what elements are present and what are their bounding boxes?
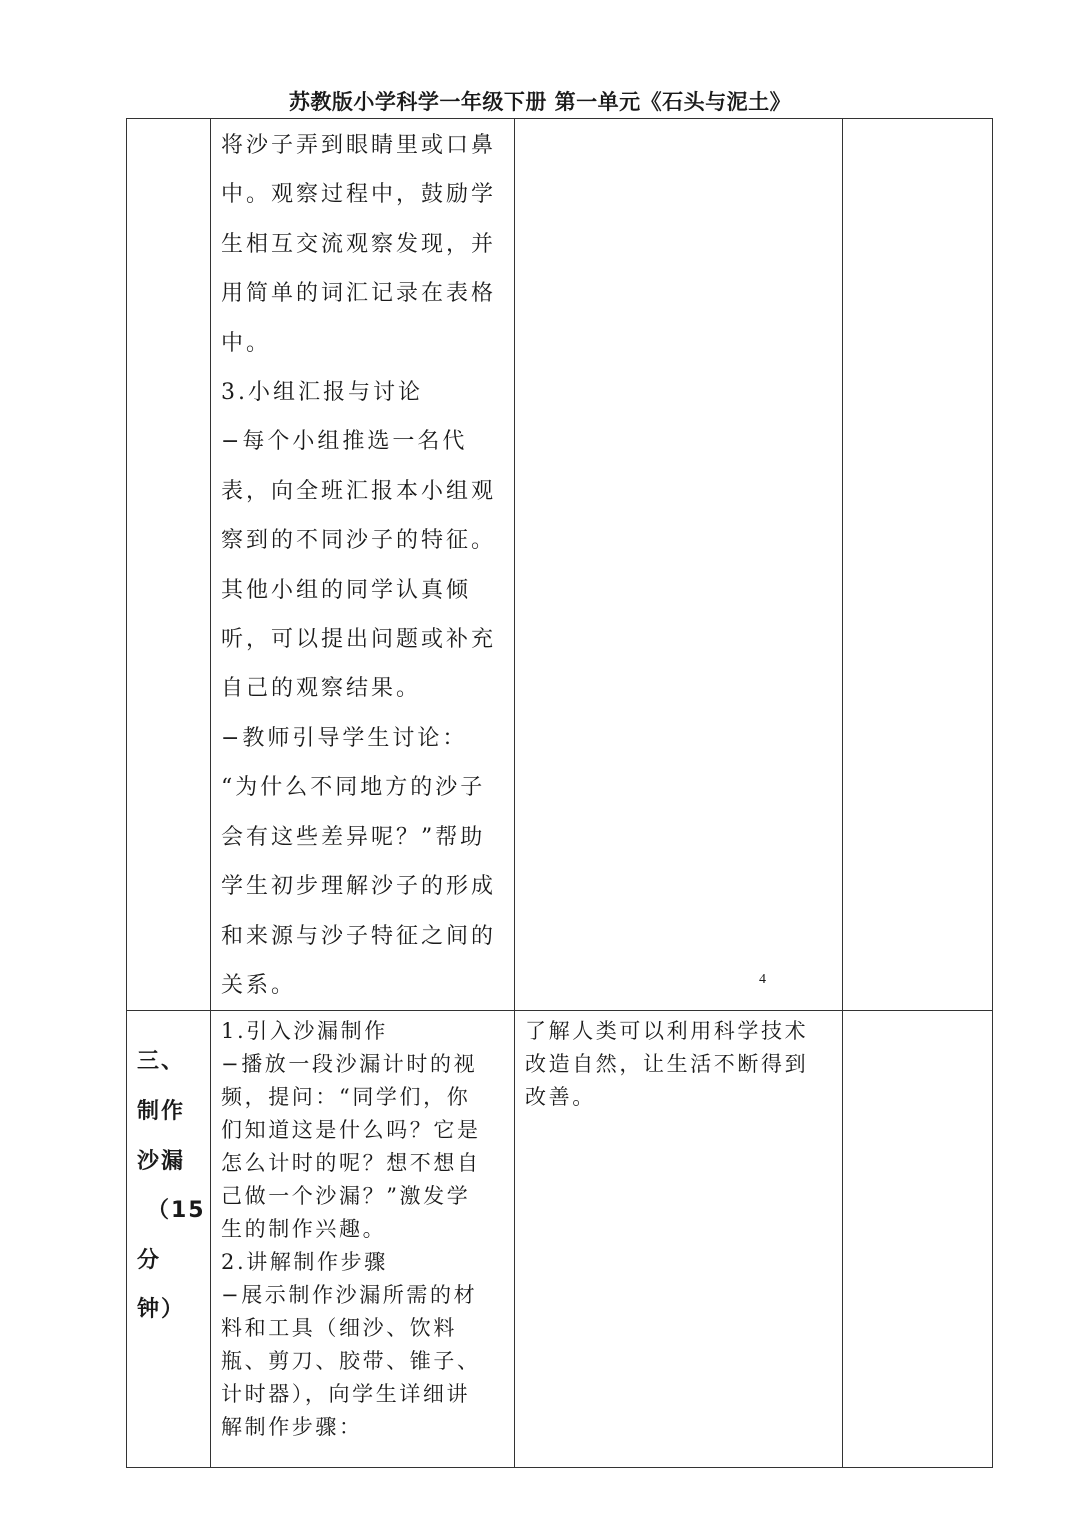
goal-line: 改善。 xyxy=(525,1085,596,1110)
activity-line: 频，提问：“同学们，你 xyxy=(221,1085,471,1110)
lesson-plan-table xyxy=(126,118,993,1468)
activity-line: 中。 xyxy=(221,330,272,356)
activity-line: 解制作步骤： xyxy=(221,1415,363,1440)
activity-line: 生的制作兴趣。 xyxy=(221,1217,387,1242)
notes-cell xyxy=(843,119,993,1011)
activity-line: −每个小组推选一名代 xyxy=(221,429,468,455)
activity-line: 会有这些差异呢？”帮助 xyxy=(221,824,486,850)
activity-line: 学生初步理解沙子的形成 xyxy=(221,874,497,900)
activity-line: −教师引导学生讨论： xyxy=(221,725,468,751)
activity-line: “为什么不同地方的沙子 xyxy=(221,775,486,801)
activity-line: 听，可以提出问题或补充 xyxy=(221,627,497,653)
activity-line: −播放一段沙漏计时的视 xyxy=(221,1052,478,1077)
activity-line: 察到的不同沙子的特征。 xyxy=(221,528,497,554)
activity-line: 2.讲解制作步骤 xyxy=(221,1250,388,1275)
page-number: 4 xyxy=(759,972,766,987)
activity-line: 自己的观察结果。 xyxy=(221,676,422,702)
goal-line: 改造自然，让生活不断得到 xyxy=(525,1052,809,1077)
stage-cell xyxy=(127,119,211,1011)
activity-cell xyxy=(211,119,515,1011)
activity-line: 关系。 xyxy=(221,972,297,998)
activity-line: 己做一个沙漏？”激发学 xyxy=(221,1184,471,1209)
stage-line: 三、 xyxy=(137,1049,186,1075)
activity-cell xyxy=(211,1011,515,1468)
activity-line: 瓶、剪刀、胶带、锥子、 xyxy=(221,1349,481,1374)
stage-line: 制作 xyxy=(137,1098,186,1124)
activity-line: 们知道这是什么吗？它是 xyxy=(221,1118,481,1143)
notes-cell xyxy=(843,1011,993,1468)
activity-line: 料和工具（细沙、饮料 xyxy=(221,1316,457,1341)
table-row xyxy=(127,1011,993,1468)
activity-line: 生相互交流观察发现，并 xyxy=(221,231,497,257)
activity-line: 用简单的词汇记录在表格 xyxy=(221,281,497,307)
activity-line: 1.引入沙漏制作 xyxy=(221,1019,388,1044)
goal-line: 了解人类可以利用科学技术 xyxy=(525,1019,809,1044)
activity-line: 将沙子弄到眼睛里或口鼻 xyxy=(221,133,497,158)
activity-line: 怎么计时的呢？想不想自 xyxy=(221,1151,481,1176)
stage-line: 钟） xyxy=(137,1297,186,1323)
goal-cell xyxy=(515,119,843,1011)
stage-line: （15 xyxy=(147,1198,206,1224)
goal-cell xyxy=(515,1011,843,1468)
activity-line: 中。观察过程中，鼓励学 xyxy=(221,182,497,208)
stage-cell xyxy=(127,1011,211,1468)
activity-line: 其他小组的同学认真倾 xyxy=(221,577,472,603)
activity-line: 和来源与沙子特征之间的 xyxy=(221,923,497,949)
activity-line: −展示制作沙漏所需的材 xyxy=(221,1283,478,1308)
activity-line: 表，向全班汇报本小组观 xyxy=(221,478,497,504)
table-row xyxy=(127,119,993,1011)
stage-line: 分 xyxy=(137,1247,162,1273)
page-header: 苏教版小学科学一年级下册 第一单元《石头与泥土》 xyxy=(288,90,792,114)
activity-line: 计时器），向学生详细讲 xyxy=(221,1382,471,1407)
stage-line: 沙漏 xyxy=(137,1148,186,1174)
activity-line: 3.小组汇报与讨论 xyxy=(221,380,423,406)
